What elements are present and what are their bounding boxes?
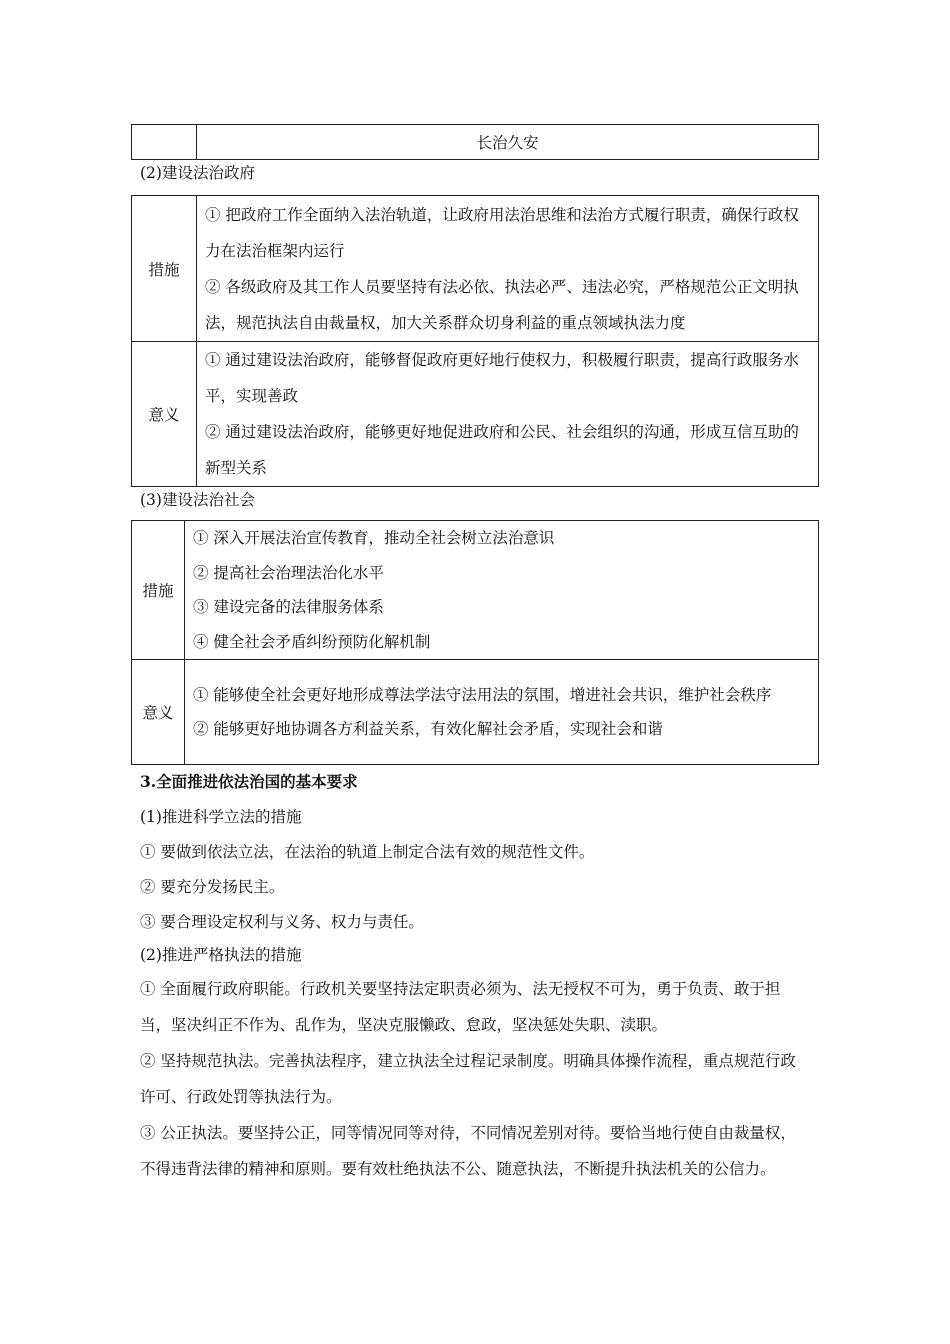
top-table-label-cell bbox=[132, 125, 197, 160]
table-row bbox=[132, 342, 819, 487]
list-item: ① 深入开展法治宣传教育，推动全社会树立法治意识 bbox=[193, 529, 555, 547]
list-item: ② 能够更好地协调各方利益关系，有效化解社会矛盾，实现社会和谐 bbox=[193, 720, 663, 738]
list-item: ② 通过建设法治政府，能够更好地促进政府和公民、社会组织的沟通，形成互信互助的新型关系 bbox=[205, 423, 799, 477]
sub2-item: ① 全面履行政府职能。行政机关要坚持法定职责必须为、法无授权不可为，勇于负责、敢于担当，坚决纠正不作为、乱作为，坚决克服懒政、怠政，坚决惩处失职、渎职。 bbox=[140, 980, 781, 1034]
list-item: ① 通过建设法治政府，能够督促政府更好地行使权力，积极履行职责，提高行政服务水平，实现善政 bbox=[205, 351, 799, 405]
sub2-heading: (2)推进严格执法的措施 bbox=[140, 946, 302, 964]
table-row bbox=[132, 660, 819, 765]
top-table bbox=[131, 124, 819, 160]
sub2-item: ③ 公正执法。要坚持公正，同等情况同等对待，不同情况差别对待。要恰当地行使自由裁量权，不得违背法律的精神和原则。要有效杜绝执法不公、随意执法，不断提升执法机关的公信力。 bbox=[140, 1124, 796, 1178]
list-item: ② 各级政府及其工作人员要坚持有法必依、执法必严、违法必究，严格规范公正文明执法，规范执法自由裁量权，加大关系群众切身利益的重点领域执法力度 bbox=[205, 277, 799, 332]
section3-heading: (3)建设法治社会 bbox=[140, 491, 255, 509]
row-label: 意义 bbox=[132, 660, 185, 765]
law-society-table bbox=[131, 520, 819, 765]
table-row bbox=[132, 196, 819, 342]
sub2-item: ② 坚持规范执法。完善执法程序，建立执法全过程记录制度。明确具体操作流程，重点规范行政许可、行政处罚等执法行为。 bbox=[140, 1052, 796, 1106]
sub1-item: ③ 要合理设定权利与义务、权力与责任。 bbox=[140, 913, 424, 931]
sub1-heading: (1)推进科学立法的措施 bbox=[140, 808, 302, 826]
sub1-item: ② 要充分发扬民主。 bbox=[140, 878, 285, 896]
list-item: ③ 建设完备的法律服务体系 bbox=[193, 598, 384, 616]
part3-heading: 3.全面推进依法治国的基本要求 bbox=[140, 772, 358, 791]
list-item: ② 提高社会治理法治化水平 bbox=[193, 563, 384, 582]
row-label: 措施 bbox=[132, 196, 197, 342]
row-content bbox=[197, 342, 819, 487]
section2-heading: (2)建设法治政府 bbox=[140, 164, 255, 182]
list-item: ① 把政府工作全面纳入法治轨道，让政府用法治思维和法治方式履行职责，确保行政权力在法治框架内运行 bbox=[205, 205, 799, 260]
list-item: ④ 健全社会矛盾纠纷预防化解机制 bbox=[193, 632, 431, 651]
row-content bbox=[185, 660, 819, 765]
law-government-table bbox=[131, 195, 819, 487]
list-item: ① 能够使全社会更好地形成尊法学法守法用法的氛围，增进社会共识，维护社会秩序 bbox=[193, 685, 772, 704]
row-label: 意义 bbox=[132, 342, 197, 487]
row-label: 措施 bbox=[132, 521, 185, 660]
top-table-content: 长治久安 bbox=[197, 125, 819, 160]
sub1-item: ① 要做到依法立法，在法治的轨道上制定合法有效的规范性文件。 bbox=[140, 843, 595, 861]
table-row bbox=[132, 521, 819, 660]
row-content bbox=[197, 196, 819, 342]
row-content bbox=[185, 521, 819, 660]
